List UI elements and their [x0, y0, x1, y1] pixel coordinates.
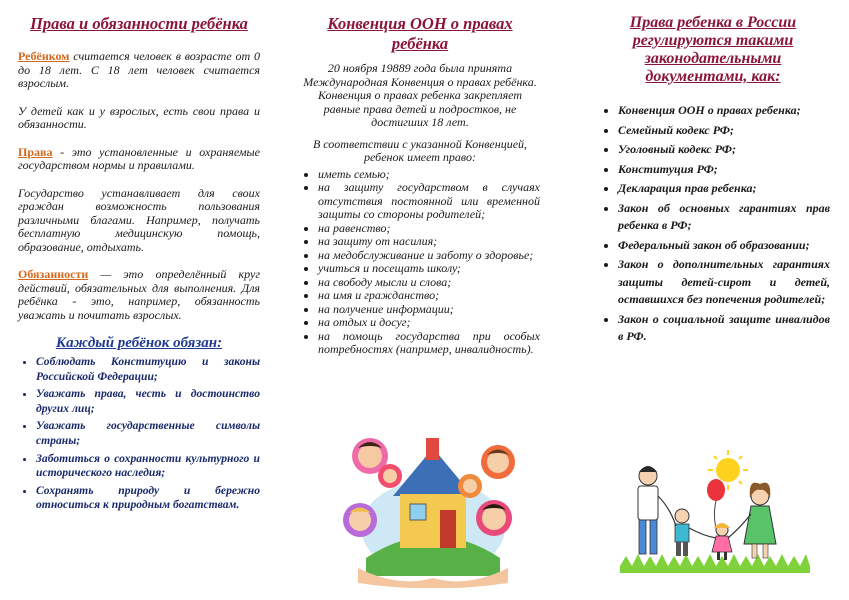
- house-door: [440, 510, 456, 548]
- list-item: • на защиту от насилия;: [318, 235, 540, 249]
- house-flowers-children-illustration: [338, 418, 528, 588]
- family-balloon-illustration: [620, 448, 810, 573]
- girl-figure: [712, 523, 732, 560]
- child-term: Ребёнком: [18, 49, 70, 63]
- list-item: • на отдых и досуг;: [318, 316, 540, 330]
- list-item: • Сохранять природу и бережно относиться к природным богатствам.: [36, 484, 260, 513]
- list-item: • Уважать государственные символы страны;: [36, 419, 260, 448]
- convention-intro: 20 ноября 19889 года была принята Международная Конвенция о правах ребёнка. Конвенция о правах ребенка закрепляет равные права детей и подростков, не достигших 18 лет.: [303, 61, 537, 129]
- list-item: • на медобслуживание и заботу о здоровье;: [318, 249, 540, 263]
- rights-duties-intro: У детей как и у взрослых, есть свои права и обязанности.: [18, 103, 260, 131]
- flower-face-3: [481, 445, 515, 479]
- list-item: • Семейный кодекс РФ;: [618, 122, 830, 140]
- list-item: • Заботиться о сохранности культурного и исторического наследия;: [36, 452, 260, 481]
- list-item: • учиться и посещать школу;: [318, 262, 540, 276]
- list-item: • на получение информации;: [318, 303, 540, 317]
- list-item: • Закон об основных гарантиях прав ребенка в РФ;: [618, 200, 830, 235]
- duties-definition: Обязанности — это определённый круг действий, обязательных для выполнения. Для ребёнка - это, например, обязанность уважать и почитать взрослых.: [18, 267, 260, 322]
- column-rights-duties: [18, 0, 260, 600]
- rights-term: Права: [18, 144, 53, 159]
- child-definition: Ребёнком считается человек в возрасте от 0 до 18 лет. С 18 лет человек считается взрослым.: [18, 49, 260, 90]
- list-item: • на равенство;: [318, 222, 540, 236]
- column2-title: Конвенция ООН о правах ребёнка: [327, 14, 513, 53]
- list-item: • иметь семью;: [318, 168, 540, 182]
- mother-figure: [744, 483, 776, 558]
- house-body: [400, 494, 466, 548]
- father-figure: [638, 466, 658, 554]
- list-item: • Закон о социальной защите инвалидов в РФ.: [618, 311, 830, 346]
- list-item: • Декларация прав ребенка;: [618, 180, 830, 198]
- list-item: • Закон о дополнительных гарантиях защиты детей-сирот и детей, оставшихся без попечения родителей;: [618, 256, 830, 309]
- flower-face-5: [458, 474, 482, 498]
- rights-definition: Права - это установленные и охраняемые государством нормы и правилами.: [18, 144, 260, 172]
- flower-face-2: [343, 503, 377, 537]
- list-item: • на помощь государства при особых потребностях (например, инвалидность).: [318, 330, 540, 357]
- chimney: [426, 438, 439, 460]
- list-item: • Конституция РФ;: [618, 161, 830, 179]
- child-rights-list: [300, 168, 540, 357]
- boy-figure: [675, 509, 689, 556]
- list-item: • Соблюдать Конституцию и законы Российской Федерации;: [36, 355, 260, 384]
- convention-lead: В соответствии с указанной Конвенцией, ребенок имеет право:: [312, 136, 528, 164]
- column-russian-laws: [596, 0, 830, 600]
- must-list: [18, 355, 260, 513]
- list-item: • на свободу мысли и слова;: [318, 276, 540, 290]
- house-window: [410, 504, 426, 520]
- flower-face-6: [378, 464, 402, 488]
- grass: [620, 554, 810, 573]
- list-item: • на защиту государством в случаях отсутствия постоянной или временной защиты со стороны родителей;: [318, 181, 540, 222]
- list-item: • Конвенция ООН о правах ребенка;: [618, 102, 830, 120]
- list-item: • Уголовный кодекс РФ;: [618, 141, 830, 159]
- column1-title: Права и обязанности ребёнка: [30, 14, 248, 33]
- list-item: • на имя и гражданство;: [318, 289, 540, 303]
- duties-term: Обязанности: [18, 267, 89, 281]
- laws-list: [596, 102, 830, 346]
- column3-title: Права ребенка в России регулируются такими законодательными документами, как:: [629, 14, 797, 85]
- list-item: • Уважать права, честь и достоинство других лиц;: [36, 387, 260, 416]
- list-item: • Федеральный закон об образовании;: [618, 237, 830, 255]
- state-paragraph: Государство устанавливает для своих граждан возможность пользования различными благами. Например, получать бесплатную медицинскую помощь, образование, отдыхать.: [18, 185, 260, 254]
- must-title: Каждый ребёнок обязан:: [55, 335, 223, 351]
- column-un-convention: [300, 0, 540, 600]
- flower-face-4: [476, 500, 512, 536]
- holding-hands: [658, 496, 751, 538]
